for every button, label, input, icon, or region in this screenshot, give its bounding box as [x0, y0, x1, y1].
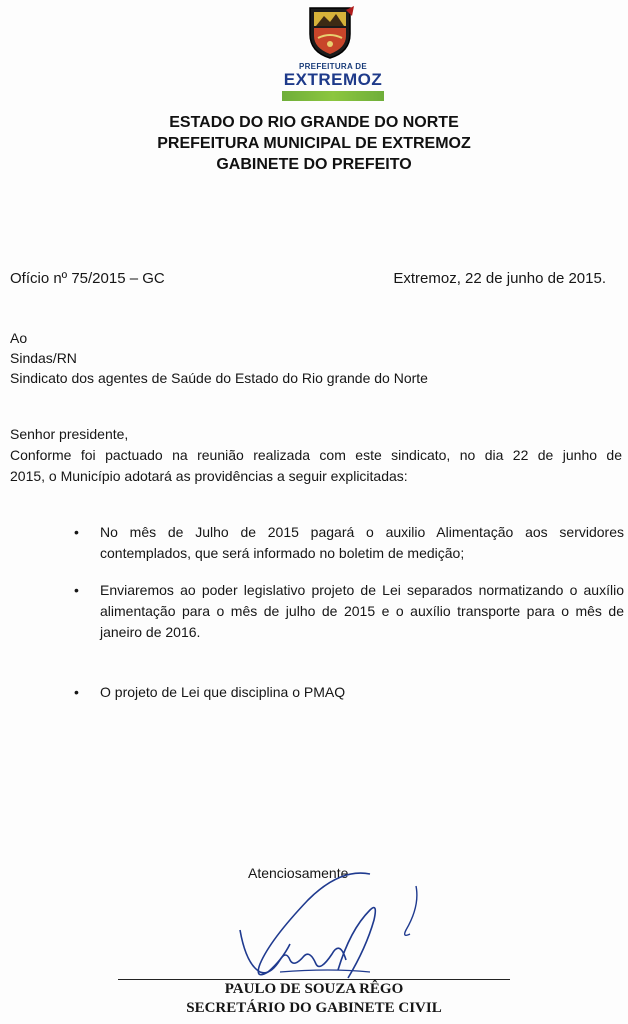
signatory-name: PAULO DE SOUZA RÊGO [224, 981, 404, 997]
bullet-icon: • [74, 582, 79, 598]
salutation: Senhor presidente, [10, 426, 129, 442]
closing: Atenciosamente [248, 865, 349, 881]
office-number: Ofício nº 75/2015 – GC [10, 270, 165, 287]
header-prefeitura: PREFEITURA MUNICIPAL DE EXTREMOZ [157, 135, 471, 152]
list-item-text: O projeto de Lei que disciplina o PMAQ [100, 684, 346, 700]
list-item [74, 522, 624, 564]
letterhead [0, 112, 628, 175]
logo-small-text: PREFEITURA DE [298, 62, 368, 71]
prefeitura-logo [272, 4, 392, 104]
signatory-role: SECRETÁRIO DO GABINETE CIVIL [186, 1000, 442, 1016]
list-item [74, 580, 624, 643]
header-state: ESTADO DO RIO GRANDE DO NORTE [169, 114, 459, 131]
list-item [74, 682, 624, 703]
logo-banner [278, 62, 388, 104]
list-item-text: Enviaremos ao poder legislativo projeto de Lei separados normatizando o auxílio alimentação para o mês de julho de 2015 e o auxílio transporte para o mês de janeiro de 2016. [100, 582, 624, 640]
header-gabinete: GABINETE DO PREFEITO [216, 156, 412, 173]
paragraph-line-1: Conforme foi pactuado na reunião realizada com este sindicato, no dia 22 de junho de [10, 447, 622, 463]
logo-green-strip [282, 91, 384, 101]
addressee-block [10, 328, 428, 388]
addressee-line-2: Sindas/RN [10, 350, 77, 366]
list-item-text: No mês de Julho de 2015 pagará o auxilio Alimentação aos servidores contemplados, que será informado no boletim de medição; [100, 524, 624, 561]
office-date: Extremoz, 22 de junho de 2015. [393, 270, 606, 287]
addressee-line-3: Sindicato dos agentes de Saúde do Estado do Rio grande do Norte [10, 370, 428, 386]
intro-paragraph [10, 445, 622, 487]
logo-big-text: EXTREMOZ [283, 70, 383, 89]
bullet-icon: • [74, 684, 79, 700]
bullet-icon: • [74, 524, 79, 540]
municipal-crest-icon [304, 4, 356, 60]
paragraph-line-2: 2015, o Município adotará as providências a seguir explicitadas: [10, 468, 408, 484]
addressee-line-1: Ao [10, 330, 28, 346]
